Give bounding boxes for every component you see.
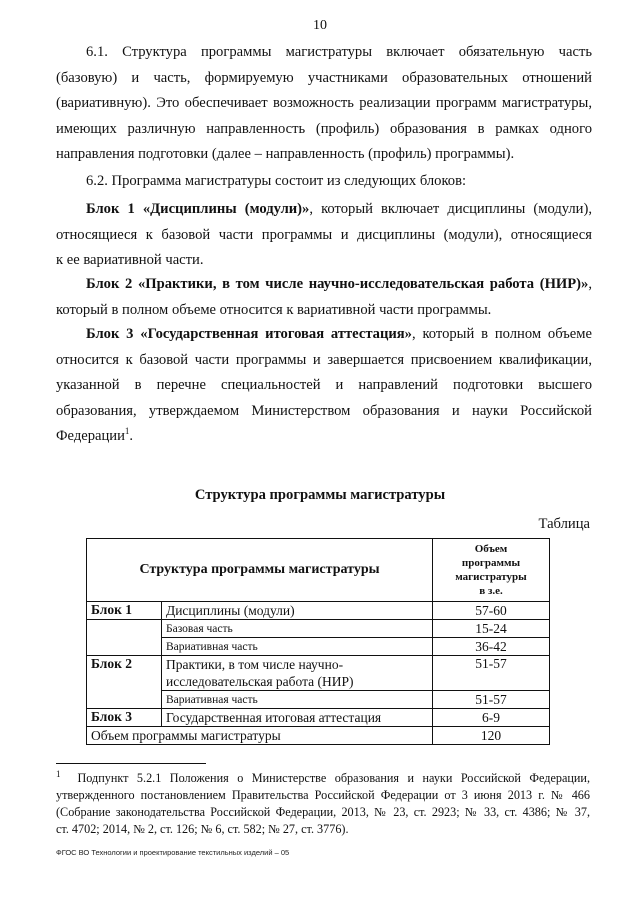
structure-table bbox=[86, 538, 550, 745]
text-line: 6.1. Структура программы магистратуры включает обязательную часть bbox=[86, 44, 592, 60]
name-cell: Вариативная часть bbox=[162, 638, 433, 656]
text-line: относящиеся к базовой части программы и дисциплины (модули), относящиеся bbox=[56, 226, 592, 243]
value-cell: 57-60 bbox=[433, 602, 550, 620]
value-cell: 36-42 bbox=[433, 638, 550, 656]
footnote-text: Подпункт 5.2.1 Положения о Министерстве образования и науки Российской Федерации, bbox=[77, 771, 590, 785]
table-row bbox=[87, 691, 550, 709]
table-row bbox=[87, 620, 550, 638]
text-run: Федерации bbox=[56, 428, 125, 444]
block-2-paragraph bbox=[56, 272, 592, 323]
footnote-line: утвержденного постановлением Правительства Российской Федерации от 3 июня 2013 г. № 466 bbox=[56, 788, 590, 802]
text-line: 6.2. Программа магистратуры состоит из следующих блоков: bbox=[86, 173, 467, 189]
page-number: 10 bbox=[313, 18, 327, 33]
text-run: , который включает дисциплины (модули), bbox=[309, 201, 593, 217]
block-2-title: Блок 2 «Практики, в том числе научно-исследовательская работа (НИР)» bbox=[86, 276, 589, 292]
name-cell: Государственная итоговая аттестация bbox=[162, 709, 433, 727]
table-row bbox=[87, 602, 550, 620]
name-line: Практики, в том числе научно- bbox=[166, 657, 344, 672]
text-line: (вариативную). Это обеспечивает возможность реализации программ магистратуры, bbox=[56, 95, 592, 111]
footnote-marker: 1 bbox=[56, 768, 61, 779]
value-cell: 15-24 bbox=[433, 620, 550, 638]
table-title: Структура программы магистратуры bbox=[194, 487, 446, 503]
total-label-cell: Объем программы магистратуры bbox=[87, 727, 433, 745]
name-line: исследовательская работа (НИР) bbox=[166, 674, 354, 689]
text-run: . bbox=[129, 428, 134, 444]
text-line: относится к базовой части программы и завершается присвоением квалификации, bbox=[56, 351, 592, 368]
text-line: образования, утверждаемом Министерством образования и науки Российской bbox=[56, 402, 592, 419]
text-run: , bbox=[588, 276, 592, 292]
footnote-rule bbox=[56, 763, 206, 764]
text-line: имеющих различную направленность (профиль) образования в рамках одного bbox=[56, 120, 592, 137]
value-cell: 51-57 bbox=[433, 691, 550, 709]
name-cell: Дисциплины (модули) bbox=[162, 602, 433, 620]
footnote bbox=[56, 770, 590, 838]
block-cell: Блок 2 bbox=[87, 656, 162, 691]
table-label: Таблица bbox=[538, 516, 590, 532]
header-volume bbox=[433, 539, 550, 602]
table-row bbox=[87, 727, 550, 745]
header-volume-line: в з.е. bbox=[479, 585, 503, 597]
block-cell: Блок 1 bbox=[87, 602, 162, 620]
block-1-title: Блок 1 «Дисциплины (модули)» bbox=[86, 201, 310, 217]
table-row bbox=[87, 638, 550, 656]
block-3-title: Блок 3 «Государственная итоговая аттестация» bbox=[86, 326, 412, 342]
value-cell: 6-9 bbox=[433, 709, 550, 727]
table-row bbox=[87, 709, 550, 727]
block-cell bbox=[87, 691, 162, 709]
footnote-ref: 1 bbox=[124, 426, 130, 437]
block-cell bbox=[87, 620, 162, 638]
table-row bbox=[87, 656, 550, 691]
block-cell: Блок 3 bbox=[87, 709, 162, 727]
header-volume-line: программы bbox=[461, 557, 521, 569]
footnote-line: ст. 4702; 2014, № 2, ст. 126; № 6, ст. 582; № 27, ст. 3776). bbox=[56, 822, 349, 836]
header-volume-line: магистратуры bbox=[455, 571, 527, 583]
footnote-line: (Собрание законодательства Российской Федерации, 2013, № 23, ст. 2923; № 33, ст. 4386; № 37, bbox=[56, 805, 590, 819]
value-cell: 51-57 bbox=[433, 656, 550, 691]
paragraph-6-2 bbox=[56, 169, 592, 195]
text-line: (базовую) и часть, формируемую участниками образовательных отношений bbox=[56, 69, 592, 86]
block-1-paragraph bbox=[56, 197, 592, 274]
name-cell: Вариативная часть bbox=[162, 691, 433, 709]
page-footer: ФГОС ВО Технологии и проектирование текстильных изделий – 05 bbox=[56, 848, 290, 857]
text-line: к ее вариативной части. bbox=[56, 252, 204, 268]
text-line: указанной в перечне специальностей и направлений подготовки высшего bbox=[56, 377, 592, 393]
text-line: направления подготовки (далее – направленность (профиль) программы). bbox=[56, 146, 515, 162]
header-volume-line: Объем bbox=[474, 543, 508, 555]
text-run: , который в полном объеме bbox=[411, 326, 592, 342]
text-line: который в полном объеме относится к вариативной части программы. bbox=[56, 301, 492, 318]
name-cell: Базовая часть bbox=[162, 620, 433, 638]
block-3-paragraph bbox=[56, 322, 592, 450]
total-value-cell: 120 bbox=[433, 727, 550, 745]
paragraph-6-1 bbox=[56, 40, 592, 168]
header-structure: Структура программы магистратуры bbox=[87, 539, 433, 602]
block-cell bbox=[87, 638, 162, 656]
name-cell bbox=[162, 656, 433, 691]
